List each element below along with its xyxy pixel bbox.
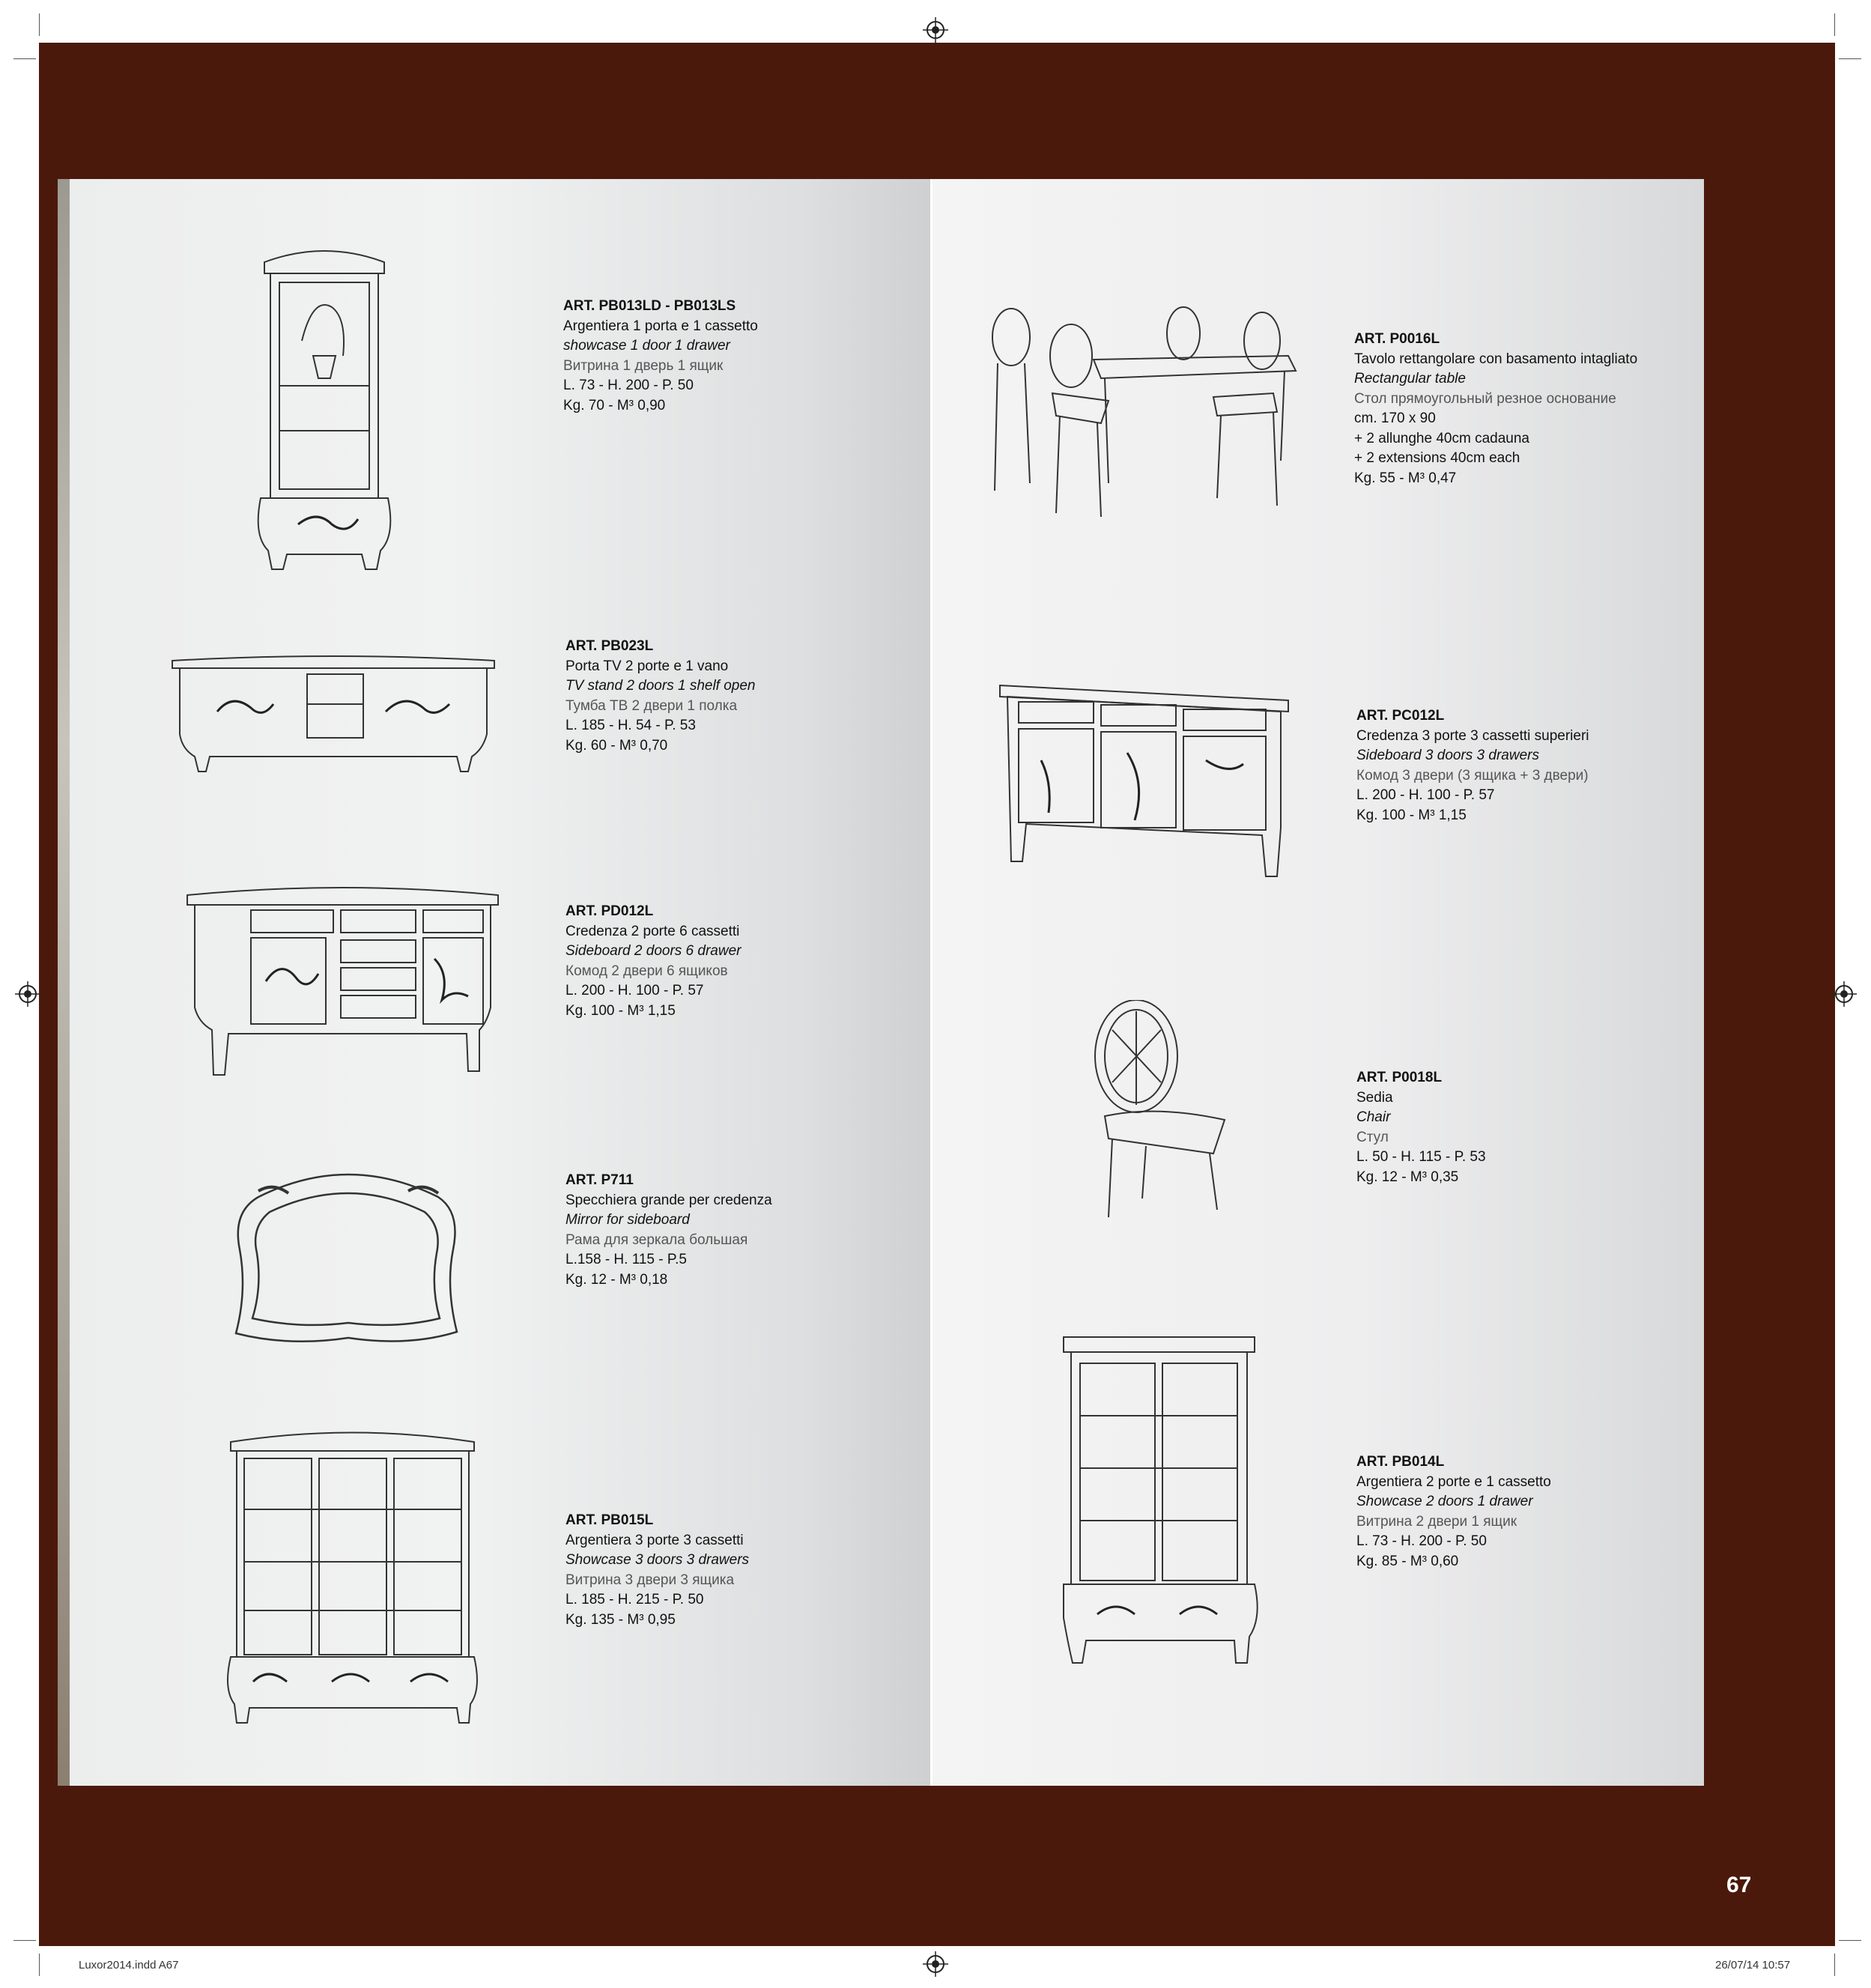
product-name-en: Showcase 3 doors 3 drawers bbox=[565, 1552, 750, 1568]
product-weight-volume: Kg. 60 - M³ 0,70 bbox=[565, 737, 668, 754]
product-weight-volume: Kg. 12 - M³ 0,35 bbox=[1356, 1169, 1459, 1185]
sideboard-2-doors-illustration bbox=[184, 876, 502, 1079]
product-code: ART. PD012L bbox=[565, 903, 654, 919]
registration-mark-icon bbox=[1831, 981, 1857, 1007]
registration-mark-icon bbox=[923, 17, 948, 43]
product-name-ru: Витрина 2 двери 1 ящик bbox=[1356, 1513, 1517, 1530]
page-spine bbox=[930, 179, 933, 1786]
product-name-en: TV stand 2 doors 1 shelf open bbox=[565, 678, 756, 694]
product-name-en: Rectangular table bbox=[1354, 371, 1466, 387]
showcase-1-door-illustration bbox=[249, 236, 399, 581]
product-weight-volume: Kg. 85 - M³ 0,60 bbox=[1356, 1553, 1459, 1569]
sideboard-3-doors-illustration bbox=[996, 678, 1292, 880]
crop-mark bbox=[39, 13, 40, 36]
product-extensions-en: + 2 extensions 40cm each bbox=[1354, 450, 1520, 466]
product-name-it: Credenza 3 porte 3 cassetti superieri bbox=[1356, 727, 1589, 744]
showcase-3-doors-illustration bbox=[223, 1419, 482, 1727]
product-name-ru: Рама для зеркала большая bbox=[565, 1231, 748, 1248]
product-dimensions: L. 73 - H. 200 - P. 50 bbox=[1356, 1533, 1487, 1549]
product-weight-volume: Kg. 12 - M³ 0,18 bbox=[565, 1271, 668, 1288]
product-name-en: Mirror for sideboard bbox=[565, 1212, 690, 1228]
product-code: ART. PB013LD - PB013LS bbox=[563, 298, 736, 314]
product-dimensions: cm. 170 x 90 bbox=[1354, 410, 1436, 426]
product-pd012l bbox=[565, 902, 741, 1021]
crop-mark bbox=[13, 58, 36, 59]
product-name-en: Sideboard 3 doors 3 drawers bbox=[1356, 748, 1539, 763]
product-p0016l bbox=[1354, 330, 1637, 488]
product-name-it: Specchiera grande per credenza bbox=[565, 1192, 772, 1208]
mirror-illustration bbox=[228, 1160, 464, 1354]
slug-file-name: Luxor2014.indd A67 bbox=[79, 1959, 179, 1972]
product-name-en: Chair bbox=[1356, 1109, 1391, 1125]
product-code: ART. PB015L bbox=[565, 1512, 654, 1528]
product-weight-volume: Kg. 135 - M³ 0,95 bbox=[565, 1611, 676, 1628]
product-p0018l bbox=[1356, 1068, 1486, 1187]
slug-date-time: 26/07/14 10:57 bbox=[1715, 1959, 1791, 1972]
product-p711 bbox=[565, 1171, 772, 1290]
product-dimensions: L. 50 - H. 115 - P. 53 bbox=[1356, 1149, 1486, 1165]
product-code: ART. PC012L bbox=[1356, 708, 1445, 724]
product-name-it: Porta TV 2 porte e 1 vano bbox=[565, 658, 729, 674]
crop-mark bbox=[1834, 13, 1835, 36]
table-and-chairs-illustration bbox=[989, 303, 1300, 521]
product-weight-volume: Kg. 100 - M³ 1,15 bbox=[565, 1002, 676, 1019]
product-dimensions: L. 73 - H. 200 - P. 50 bbox=[563, 378, 694, 393]
crop-mark bbox=[1839, 58, 1861, 59]
product-weight-volume: Kg. 70 - M³ 0,90 bbox=[563, 397, 666, 413]
crop-mark bbox=[13, 1940, 36, 1941]
registration-mark-icon bbox=[923, 1951, 948, 1977]
crop-mark bbox=[1834, 1954, 1835, 1976]
product-dimensions: L.158 - H. 115 - P.5 bbox=[565, 1252, 687, 1267]
product-code: ART. PB023L bbox=[565, 638, 654, 654]
crop-mark bbox=[1839, 1940, 1861, 1941]
product-name-it: Argentiera 1 porta e 1 cassetto bbox=[563, 318, 758, 334]
product-pb015l bbox=[565, 1511, 749, 1630]
showcase-2-doors-illustration bbox=[1056, 1333, 1262, 1670]
tv-stand-illustration bbox=[169, 652, 498, 775]
registration-mark-icon bbox=[15, 981, 40, 1007]
product-name-it: Argentiera 2 porte e 1 cassetto bbox=[1356, 1473, 1551, 1490]
product-name-en: showcase 1 door 1 drawer bbox=[563, 338, 730, 354]
product-dimensions: L. 200 - H. 100 - P. 57 bbox=[1356, 787, 1495, 803]
product-name-it: Tavolo rettangolare con basamento intagliato bbox=[1354, 351, 1638, 367]
product-name-ru: Комод 2 двери 6 ящиков bbox=[565, 963, 728, 979]
product-name-ru: Тумба ТВ 2 двери 1 полка bbox=[565, 697, 738, 714]
product-dimensions: L. 200 - H. 100 - P. 57 bbox=[565, 983, 704, 998]
product-weight-volume: Kg. 55 - M³ 0,47 bbox=[1354, 470, 1457, 486]
product-name-ru: Стол прямоугольный резное основание bbox=[1354, 390, 1616, 407]
crop-mark bbox=[39, 1954, 40, 1976]
product-pb023l bbox=[565, 637, 756, 756]
product-dimensions: L. 185 - H. 215 - P. 50 bbox=[565, 1592, 704, 1607]
product-dimensions: L. 185 - H. 54 - P. 53 bbox=[565, 718, 696, 733]
product-name-en: Showcase 2 doors 1 drawer bbox=[1356, 1494, 1533, 1509]
product-name-it: Sedia bbox=[1356, 1089, 1393, 1106]
product-name-it: Credenza 2 porte 6 cassetti bbox=[565, 923, 740, 939]
left-panel-photo-edge bbox=[58, 179, 70, 1786]
product-code: ART. P0016L bbox=[1354, 331, 1440, 347]
product-pb013ld bbox=[563, 297, 758, 416]
product-code: ART. P0018L bbox=[1356, 1070, 1443, 1085]
product-name-it: Argentiera 3 porte 3 cassetti bbox=[565, 1532, 744, 1548]
product-code: ART. P711 bbox=[565, 1172, 634, 1188]
chair-illustration bbox=[1090, 1000, 1232, 1225]
product-name-ru: Комод 3 двери (3 ящика + 3 двери) bbox=[1356, 767, 1589, 784]
product-pc012l bbox=[1356, 706, 1589, 825]
product-weight-volume: Kg. 100 - M³ 1,15 bbox=[1356, 807, 1467, 823]
product-name-ru: Витрина 1 дверь 1 ящик bbox=[563, 357, 724, 374]
product-name-ru: Стул bbox=[1356, 1129, 1389, 1145]
product-pb014l bbox=[1356, 1452, 1551, 1572]
page-number: 67 bbox=[1726, 1873, 1752, 1897]
product-code: ART. PB014L bbox=[1356, 1454, 1445, 1470]
product-name-en: Sideboard 2 doors 6 drawer bbox=[565, 943, 742, 959]
product-name-ru: Витрина 3 двери 3 ящика bbox=[565, 1572, 735, 1588]
product-extensions-it: + 2 allunghe 40cm cadauna bbox=[1354, 430, 1529, 446]
